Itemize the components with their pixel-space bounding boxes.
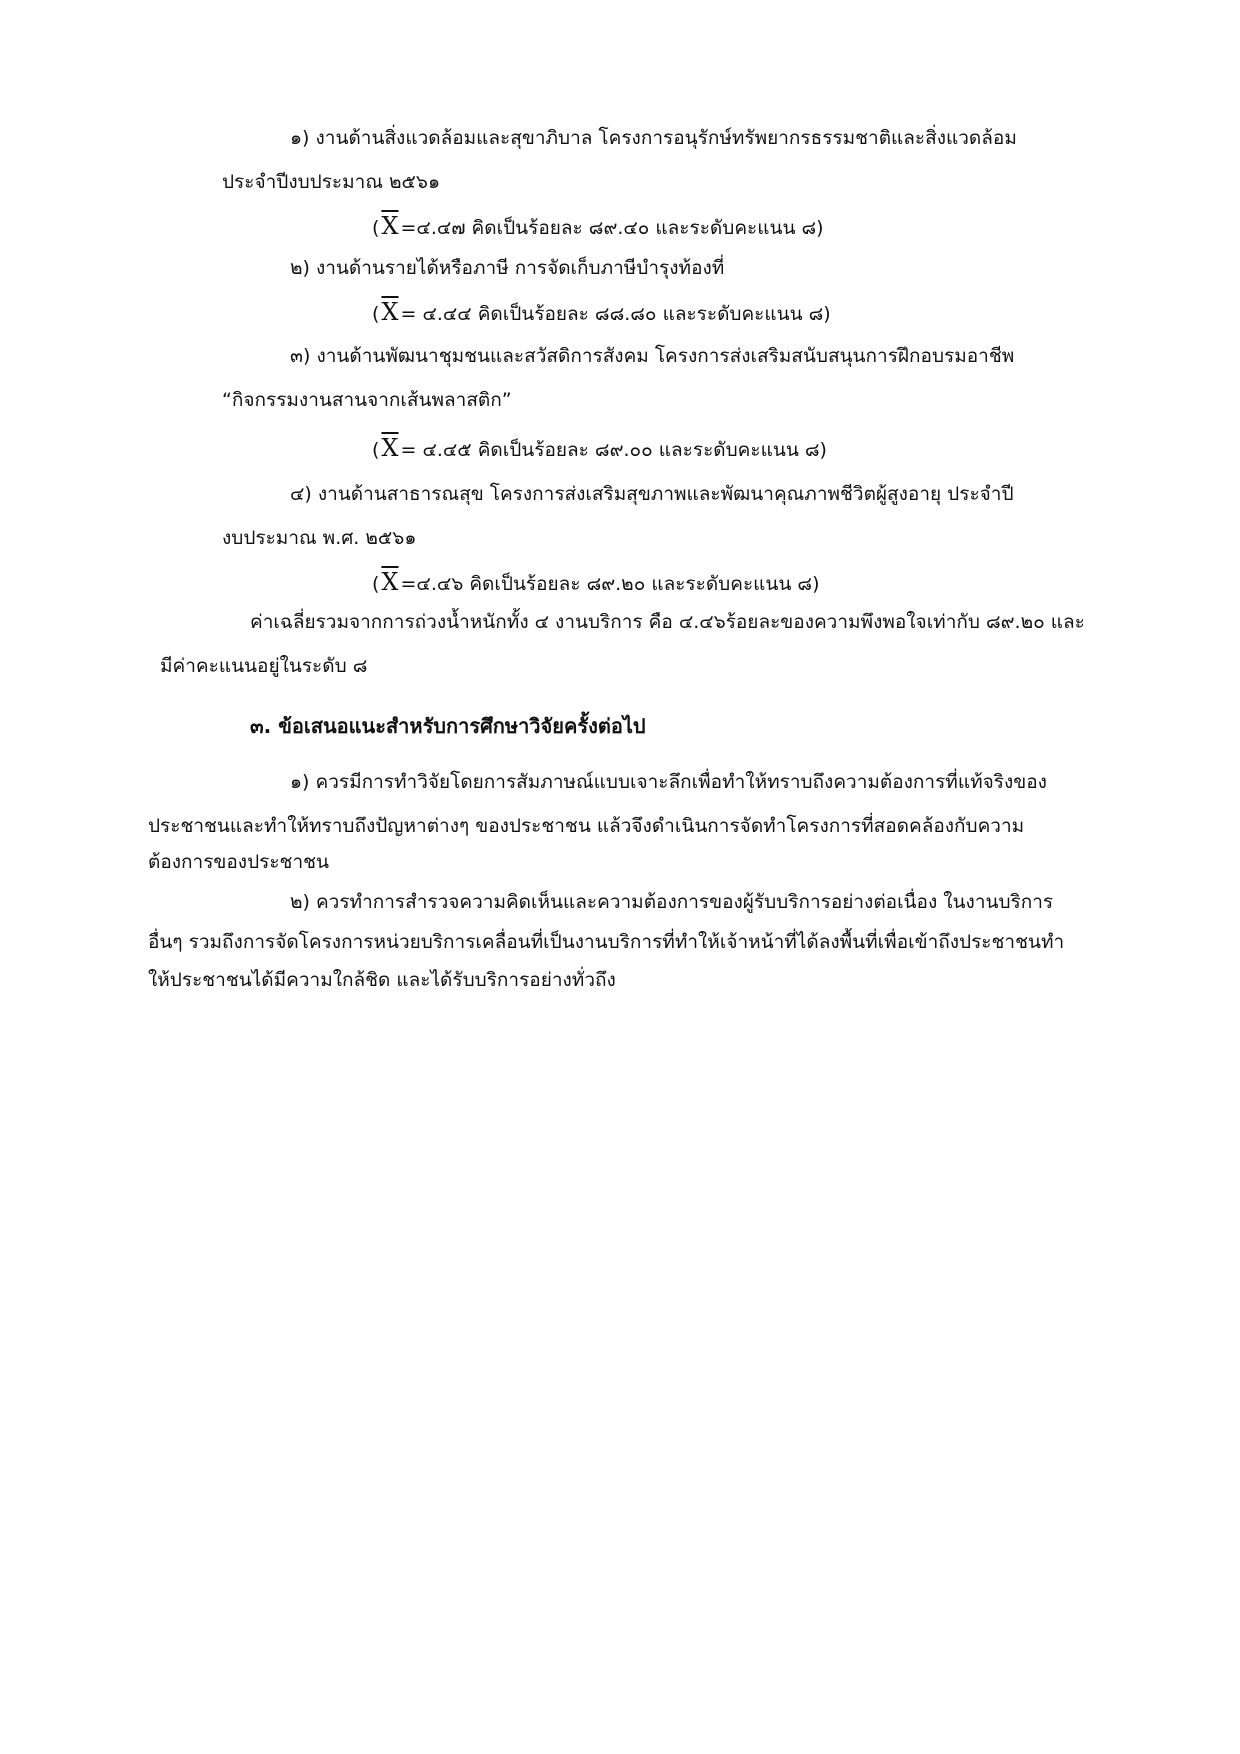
x-bar-symbol: $\overline{X}$ xyxy=(381,434,399,462)
summary-line-1: ค่าเฉลี่ยรวมจากการถ่วงน้ำหนักทั้ง ๔ งานบริการ คือ ๔.๔๖ร้อยละของความพึงพอใจเท่ากับ ๘๙.๒๐ และ xyxy=(250,611,1085,633)
result-item-1-stat xyxy=(372,212,824,242)
stat-values: = ๔.๔๕ คิดเป็นร้อยละ ๘๙.๐๐ และระดับคะแนน ๘) xyxy=(400,439,827,461)
recommendation-1-line-3: ต้องการของประชาชน xyxy=(148,851,330,873)
result-item-4-line-1: ๔) งานด้านสาธารณสุข โครงการส่งเสริมสุขภาพและพัฒนาคุณภาพชีวิตผู้สูงอายุ ประจำปี xyxy=(290,483,1014,505)
recommendation-2-line-3: ให้ประชาชนได้มีความใกล้ชิด และได้รับบริการอย่างทั่วถึง xyxy=(148,969,616,991)
result-item-4-stat xyxy=(372,568,820,598)
stat-open-paren: ( xyxy=(372,217,380,239)
stat-open-paren: ( xyxy=(372,303,380,325)
result-item-4-line-2: งบประมาณ พ.ศ. ๒๕๖๑ xyxy=(222,527,417,549)
x-bar-symbol: $\overline{X}$ xyxy=(381,298,399,326)
result-item-3-line-2: “กิจกรรมงานสานจากเส้นพลาสติก” xyxy=(222,389,512,411)
result-item-1-line-1: ๑) งานด้านสิ่งแวดล้อมและสุขาภิบาล โครงการอนุรักษ์ทรัพยากรธรรมชาติและสิ่งแวดล้อม xyxy=(290,127,1017,149)
stat-open-paren: ( xyxy=(372,573,380,595)
recommendation-2-line-2: อื่นๆ รวมถึงการจัดโครงการหน่วยบริการเคลื่อนที่เป็นงานบริการที่ทำให้เจ้าหน้าที่ได้ลงพื้นที่เพื่อเข้าถึงประชาชนทำ xyxy=(148,931,1065,953)
x-bar-symbol: $\overline{X}$ xyxy=(381,212,399,240)
result-item-1-line-2: ประจำปีงบประมาณ ๒๕๖๑ xyxy=(222,171,441,193)
stat-values: = ๔.๔๔ คิดเป็นร้อยละ ๘๘.๘๐ และระดับคะแนน ๘) xyxy=(400,303,831,325)
result-item-2-stat xyxy=(372,298,831,328)
section-3-heading: ๓. ข้อเสนอแนะสำหรับการศึกษาวิจัยครั้งต่อไป xyxy=(250,714,646,738)
recommendation-2-line-1: ๒) ควรทำการสำรวจความคิดเห็นและความต้องการของผู้รับบริการอย่างต่อเนื่อง ในงานบริการ xyxy=(290,891,1054,913)
stat-values: =๔.๔๗ คิดเป็นร้อยละ ๘๙.๔๐ และระดับคะแนน ๘) xyxy=(400,217,824,239)
result-item-2-line-1: ๒) งานด้านรายได้หรือภาษี การจัดเก็บภาษีบำรุงท้องที่ xyxy=(290,257,725,279)
recommendation-1-line-1: ๑) ควรมีการทำวิจัยโดยการสัมภาษณ์แบบเจาะลึกเพื่อทำให้ทราบถึงความต้องการที่แท้จริงของ xyxy=(290,771,1047,793)
stat-values: =๔.๔๖ คิดเป็นร้อยละ ๘๙.๒๐ และระดับคะแนน ๘) xyxy=(400,573,820,595)
stat-open-paren: ( xyxy=(372,439,380,461)
x-bar-symbol: $\overline{X}$ xyxy=(381,568,399,596)
result-item-3-line-1: ๓) งานด้านพัฒนาชุมชนและสวัสดิการสังคม โครงการส่งเสริมสนับสนุนการฝึกอบรมอาชีพ xyxy=(290,345,1015,367)
result-item-3-stat xyxy=(372,434,827,464)
recommendation-1-line-2: ประชาชนและทำให้ทราบถึงปัญหาต่างๆ ของประชาชน แล้วจึงดำเนินการจัดทำโครงการที่สอดคล้องกับความ xyxy=(148,815,1025,837)
summary-line-2: มีค่าคะแนนอยู่ในระดับ ๘ xyxy=(160,655,368,677)
